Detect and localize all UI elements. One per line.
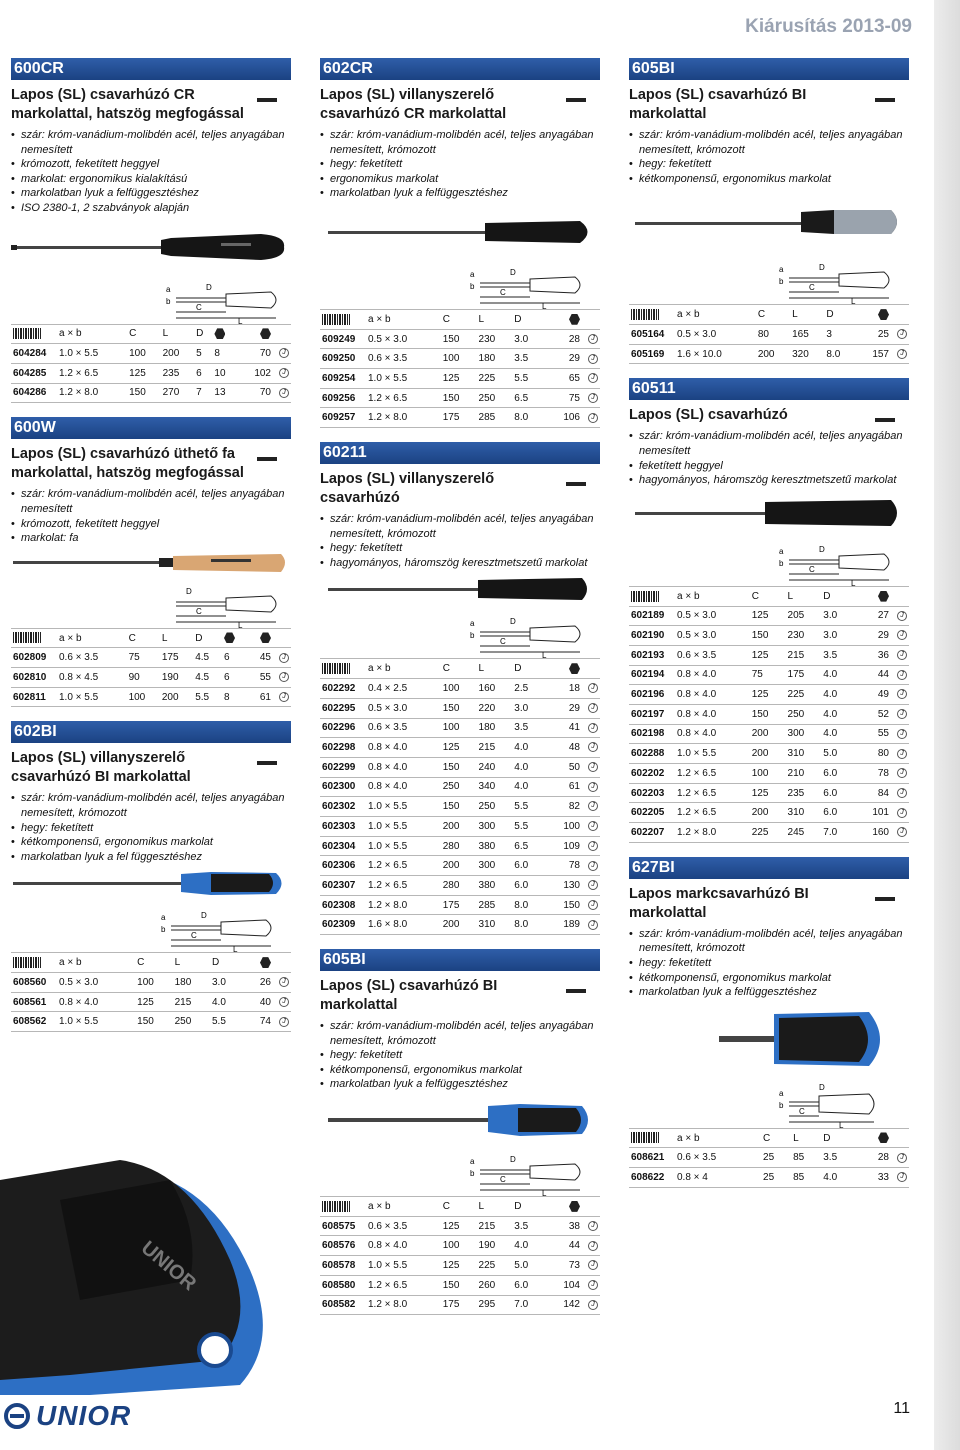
svg-text:L: L	[851, 297, 856, 305]
svg-text:D: D	[819, 1082, 825, 1092]
svg-text:L: L	[542, 651, 547, 659]
info-icon: J	[897, 670, 907, 680]
info-icon: J	[897, 827, 907, 837]
feature-list	[629, 429, 909, 487]
info-icon: J	[588, 683, 598, 693]
product-title: Lapos (SL) villanyszerelő csavarhúzó BI markolattal	[11, 749, 291, 787]
svg-text:L: L	[839, 1120, 844, 1128]
svg-text:L: L	[233, 945, 238, 953]
table-row: 602190 0.5 × 3.0 150 230 3.0 29 J	[629, 626, 909, 646]
feature-item: • krómozott, feketített heggyel	[11, 517, 291, 532]
svg-text:a: a	[470, 1157, 475, 1167]
table-row: 602296 0.6 × 3.5 100 180 3.5 41 J	[320, 718, 600, 738]
info-icon: J	[588, 742, 598, 752]
feature-item: • szár: króm-vanádium-molibdén acél, teljes anyagában nemesített	[11, 128, 291, 157]
svg-text:b: b	[470, 631, 475, 641]
spec-table	[11, 324, 291, 404]
product-title: Lapos (SL) csavarhúzó BI markolattal	[629, 86, 909, 124]
svg-text:a: a	[470, 619, 475, 629]
svg-text:C: C	[799, 1106, 805, 1116]
info-icon: J	[588, 801, 598, 811]
svg-text:L: L	[238, 620, 243, 628]
weight-icon	[260, 328, 271, 339]
table-row: 608560 0.5 × 3.0 100 180 3.0 26 J	[11, 973, 291, 993]
spec-table	[629, 1128, 909, 1188]
barcode-icon	[322, 314, 350, 325]
feature-item: • hegy: feketített	[320, 157, 600, 172]
info-icon: J	[588, 354, 598, 364]
svg-text:a: a	[161, 913, 166, 923]
feature-item: • markolatban lyuk a felfüggesztéshez	[11, 186, 291, 201]
info-icon: J	[897, 768, 907, 778]
dimension-diagram	[629, 538, 909, 586]
info-icon: J	[897, 709, 907, 719]
table-header: a × b C L D	[11, 324, 291, 344]
svg-text:C: C	[196, 606, 202, 616]
svg-text:b: b	[779, 1100, 784, 1110]
svg-text:D: D	[510, 267, 516, 277]
svg-text:C: C	[191, 931, 197, 941]
feature-list	[11, 128, 291, 216]
feature-item: • krómozott, feketített heggyel	[11, 157, 291, 172]
product-title: Lapos (SL) csavarhúzó üthető fa markolattal, hatszög megfogással	[11, 445, 291, 483]
feature-item: • szár: króm-vanádium-molibdén acél, teljes anyagában nemesített, krómozott	[320, 1019, 600, 1048]
feature-item: • markolatban lyuk a felfüggesztéshez	[629, 985, 909, 1000]
svg-text:C: C	[809, 564, 815, 574]
info-icon: J	[279, 653, 289, 663]
info-icon: J	[588, 373, 598, 383]
feature-list	[320, 128, 600, 201]
weight-icon	[260, 632, 271, 643]
info-icon: J	[897, 349, 907, 359]
info-icon: J	[588, 334, 598, 344]
feature-item: • hegy: feketített	[320, 1048, 600, 1063]
spec-table	[320, 658, 600, 935]
feature-list	[320, 1019, 600, 1092]
dimension-diagram	[11, 580, 291, 628]
screwdriver-image	[11, 546, 291, 580]
feature-item: • hegy: feketített	[629, 157, 909, 172]
svg-text:L: L	[851, 578, 856, 586]
svg-text:b: b	[161, 925, 166, 935]
feature-item: • hegy: feketített	[629, 956, 909, 971]
svg-text:a: a	[470, 269, 475, 279]
table-row: 608621 0.6 × 3.5 25 85 3.5 28 J	[629, 1148, 909, 1168]
spec-table	[11, 952, 291, 1032]
section-code: 627BI	[629, 857, 909, 879]
barcode-icon	[322, 1201, 350, 1212]
info-icon: J	[279, 977, 289, 987]
info-icon: J	[897, 329, 907, 339]
svg-text:b: b	[470, 281, 475, 291]
feature-list	[629, 927, 909, 1000]
svg-text:D: D	[510, 1155, 516, 1165]
svg-text:L: L	[542, 301, 547, 309]
screwdriver-image	[11, 864, 291, 904]
table-row: 602207 1.2 × 8.0 225 245 7.0 160 J	[629, 823, 909, 843]
spec-table	[320, 1196, 600, 1315]
screwdriver-image	[320, 201, 600, 261]
table-row: 604284 1.0 × 5.5 100 200 5 8 70 J	[11, 344, 291, 364]
svg-text:L: L	[542, 1189, 547, 1197]
svg-text:b: b	[166, 296, 171, 306]
column-left	[11, 58, 291, 1046]
table-row: 602300 0.8 × 4.0 250 340 4.0 61 J	[320, 777, 600, 797]
table-header: a × b C L D	[629, 586, 909, 606]
screwdriver-image	[320, 1092, 600, 1148]
table-row: 608582 1.2 × 8.0 175 295 7.0 142 J	[320, 1295, 600, 1315]
info-icon: J	[588, 1241, 598, 1251]
svg-text:C: C	[500, 1175, 506, 1185]
info-icon: J	[588, 1260, 598, 1270]
table-header: a × b C L D	[320, 1197, 600, 1217]
table-row: 602203 1.2 × 6.5 125 235 6.0 84 J	[629, 783, 909, 803]
feature-item: • kétkomponensű, ergonomikus markolat	[629, 971, 909, 986]
barcode-icon	[13, 957, 41, 968]
table-row: 605164 0.5 × 3.0 80 165 3 25 J	[629, 325, 909, 345]
feature-item: • markolatban lyuk a fel függesztéshez	[11, 850, 291, 865]
spec-table	[629, 304, 909, 364]
table-row: 602307 1.2 × 6.5 280 380 6.0 130 J	[320, 876, 600, 896]
section-code: 600CR	[11, 58, 291, 80]
spec-table	[11, 628, 291, 708]
screwdriver-image	[629, 186, 909, 256]
feature-item: • hegy: feketített	[320, 541, 600, 556]
feature-item: • ISO 2380-1, 2 szabványok alapján	[11, 201, 291, 216]
table-row: 609257 1.2 × 8.0 175 285 8.0 106 J	[320, 408, 600, 428]
info-icon: J	[588, 1221, 598, 1231]
section-60211	[320, 442, 600, 935]
weight-icon	[569, 1201, 580, 1212]
svg-text:b: b	[470, 1169, 475, 1179]
weight-icon	[878, 591, 889, 602]
svg-text:D: D	[510, 617, 516, 627]
info-icon: J	[588, 1280, 598, 1290]
section-code: 605BI	[320, 949, 600, 971]
table-header: a × b C L D	[629, 305, 909, 325]
feature-item: • hegy: feketített	[11, 821, 291, 836]
info-icon: J	[588, 782, 598, 792]
dimension-diagram	[11, 276, 291, 324]
info-icon: J	[588, 841, 598, 851]
barcode-icon	[631, 591, 659, 602]
svg-text:b: b	[779, 277, 784, 287]
info-icon: J	[588, 393, 598, 403]
table-row: 605169 1.6 × 10.0 200 320 8.0 157 J	[629, 344, 909, 364]
info-icon: J	[588, 861, 598, 871]
feature-item: • szár: króm-vanádium-molibdén acél, teljes anyagában nemesített, krómozott	[629, 128, 909, 157]
info-icon: J	[279, 997, 289, 1007]
table-row: 602809 0.6 × 3.5 75 175 4.5 6 45 J	[11, 648, 291, 668]
feature-list	[11, 487, 291, 545]
table-row: 609250 0.6 × 3.5 100 180 3.5 29 J	[320, 349, 600, 369]
section-602CR	[320, 58, 600, 428]
feature-item: • markolatban lyuk a felfüggesztéshez	[320, 1077, 600, 1092]
table-row: 602194 0.8 × 4.0 75 175 4.0 44 J	[629, 665, 909, 685]
info-icon: J	[897, 749, 907, 759]
info-icon: J	[897, 630, 907, 640]
section-60511	[629, 378, 909, 842]
info-icon: J	[897, 1172, 907, 1182]
svg-text:a: a	[779, 1088, 784, 1098]
weight-icon	[569, 663, 580, 674]
barcode-icon	[631, 1132, 659, 1143]
product-title: Lapos (SL) csavarhúzó CR markolattal, hatszög megfogással	[11, 86, 291, 124]
feature-item: • kétkomponensű, ergonomikus markolat	[11, 835, 291, 850]
feature-item: • hagyományos, háromszög keresztmetszetű markolat	[629, 473, 909, 488]
section-code: 60211	[320, 442, 600, 464]
section-code: 602BI	[11, 721, 291, 743]
dimension-diagram	[11, 904, 291, 952]
section-code: 600W	[11, 417, 291, 439]
info-icon: J	[897, 808, 907, 818]
dimension-diagram	[320, 610, 600, 658]
table-row: 602193 0.6 × 3.5 125 215 3.5 36 J	[629, 645, 909, 665]
screwdriver-image	[320, 570, 600, 610]
section-602BI	[11, 721, 291, 1032]
svg-text:C: C	[500, 287, 506, 297]
info-icon: J	[279, 368, 289, 378]
table-row: 602303 1.0 × 5.5 200 300 5.5 100 J	[320, 816, 600, 836]
feature-item: • markolat: ergonomikus kialakítású	[11, 172, 291, 187]
feature-list	[320, 512, 600, 570]
product-title: Lapos (SL) villanyszerelő csavarhúzó CR markolattal	[320, 86, 600, 124]
table-row: 602198 0.8 × 4.0 200 300 4.0 55 J	[629, 724, 909, 744]
product-title: Lapos (SL) csavarhúzó BI markolattal	[320, 977, 600, 1015]
info-icon: J	[897, 689, 907, 699]
page-edge	[934, 0, 960, 1450]
svg-text:a: a	[779, 265, 784, 275]
table-row: 602197 0.8 × 4.0 150 250 4.0 52 J	[629, 704, 909, 724]
feature-item: • szár: króm-vanádium-molibdén acél, teljes anyagában nemesített, krómozott	[11, 791, 291, 820]
table-row: 609254 1.0 × 5.5 125 225 5.5 65 J	[320, 369, 600, 389]
table-row: 602299 0.8 × 4.0 150 240 4.0 50 J	[320, 757, 600, 777]
table-row: 602196 0.8 × 4.0 125 225 4.0 49 J	[629, 685, 909, 705]
column-right	[629, 58, 909, 1202]
hex-icon	[224, 632, 235, 643]
svg-text:UNIOR: UNIOR	[136, 1236, 201, 1296]
spec-table	[320, 309, 600, 428]
table-row: 602288 1.0 × 5.5 200 310 5.0 80 J	[629, 744, 909, 764]
table-header: a × b C L D	[320, 659, 600, 679]
table-row: 602811 1.0 × 5.5 100 200 5.5 8 61 J	[11, 687, 291, 707]
page-number: 11	[893, 1400, 910, 1417]
section-600W	[11, 417, 291, 707]
info-icon: J	[279, 692, 289, 702]
svg-text:a: a	[166, 284, 171, 294]
column-middle	[320, 58, 600, 1329]
table-row: 602295 0.5 × 3.0 150 220 3.0 29 J	[320, 698, 600, 718]
feature-item: • feketített heggyel	[629, 459, 909, 474]
table-header: a × b C L D	[11, 628, 291, 648]
table-row: 608578 1.0 × 5.5 125 225 5.0 73 J	[320, 1256, 600, 1276]
info-icon: J	[588, 703, 598, 713]
info-icon: J	[897, 788, 907, 798]
feature-item: • szár: króm-vanádium-molibdén acél, teljes anyagában nemesített	[629, 429, 909, 458]
info-icon: J	[279, 672, 289, 682]
dimension-diagram	[320, 1148, 600, 1196]
section-627BI	[629, 857, 909, 1188]
svg-text:C: C	[809, 283, 815, 293]
screwdriver-image	[629, 488, 909, 538]
brand-logo: UNIOR	[4, 1400, 131, 1432]
product-title: Lapos (SL) villanyszerelő csavarhúzó	[320, 470, 600, 508]
table-row: 602205 1.2 × 6.5 200 310 6.0 101 J	[629, 803, 909, 823]
dimension-diagram	[629, 1080, 909, 1128]
handle-closeup-image	[0, 1160, 300, 1395]
info-icon: J	[588, 723, 598, 733]
table-row: 608580 1.2 × 6.5 150 260 6.0 104 J	[320, 1275, 600, 1295]
table-row: 608562 1.0 × 5.5 150 250 5.5 74 J	[11, 1012, 291, 1032]
table-row: 602202 1.2 × 6.5 100 210 6.0 78 J	[629, 764, 909, 784]
table-row: 602309 1.6 × 8.0 200 310 8.0 189 J	[320, 915, 600, 935]
table-row: 602306 1.2 × 6.5 200 300 6.0 78 J	[320, 856, 600, 876]
info-icon: J	[279, 1017, 289, 1027]
feature-item: • ergonomikus markolat	[320, 172, 600, 187]
svg-text:D: D	[186, 586, 192, 596]
section-600CR	[11, 58, 291, 403]
svg-text:L: L	[238, 316, 243, 324]
info-icon: J	[897, 729, 907, 739]
table-row: 609249 0.5 × 3.0 150 230 3.0 28 J	[320, 329, 600, 349]
table-row: 608622 0.8 × 4 25 85 4.0 33 J	[629, 1168, 909, 1188]
info-icon: J	[279, 388, 289, 398]
weight-icon	[260, 957, 271, 968]
screwdriver-image	[11, 216, 291, 276]
section-code: 605BI	[629, 58, 909, 80]
table-row: 604286 1.2 × 8.0 150 270 7 13 70 J	[11, 383, 291, 403]
table-row: 609256 1.2 × 6.5 150 250 6.5 75 J	[320, 388, 600, 408]
svg-text:D: D	[819, 263, 825, 273]
unior-logo-icon	[4, 1403, 30, 1429]
info-icon: J	[588, 880, 598, 890]
section-code: 60511	[629, 378, 909, 400]
weight-icon	[569, 314, 580, 325]
info-icon: J	[588, 1300, 598, 1310]
product-title: Lapos (SL) csavarhúzó	[629, 406, 909, 425]
weight-icon	[878, 1132, 889, 1143]
table-row: 602302 1.0 × 5.5 150 250 5.5 82 J	[320, 797, 600, 817]
svg-text:C: C	[196, 302, 202, 312]
table-row: 602308 1.2 × 8.0 175 285 8.0 150 J	[320, 895, 600, 915]
feature-item: • markolatban lyuk a felfüggesztéshez	[320, 186, 600, 201]
table-row: 602304 1.0 × 5.5 280 380 6.5 109 J	[320, 836, 600, 856]
feature-item: • hagyományos, háromszög keresztmetszetű markolat	[320, 556, 600, 571]
svg-text:D: D	[819, 544, 825, 554]
info-icon: J	[897, 611, 907, 621]
table-row: 602292 0.4 × 2.5 100 160 2.5 18 J	[320, 679, 600, 699]
svg-text:a: a	[779, 546, 784, 556]
info-icon: J	[588, 762, 598, 772]
table-row: 608576 0.8 × 4.0 100 190 4.0 44 J	[320, 1236, 600, 1256]
dimension-diagram	[320, 261, 600, 309]
barcode-icon	[322, 663, 350, 674]
table-row: 602298 0.8 × 4.0 125 215 4.0 48 J	[320, 738, 600, 758]
table-row: 604285 1.2 × 6.5 125 235 6 10 102 J	[11, 363, 291, 383]
screwdriver-image	[629, 1000, 909, 1080]
info-icon: J	[588, 920, 598, 930]
table-row: 602189 0.5 × 3.0 125 205 3.0 27 J	[629, 606, 909, 626]
feature-item: • szár: króm-vanádium-molibdén acél, teljes anyagában nemesített, krómozott	[320, 128, 600, 157]
feature-item: • kétkomponensű, ergonomikus markolat	[629, 172, 909, 187]
feature-list	[11, 791, 291, 864]
feature-item: • markolat: fa	[11, 531, 291, 546]
info-icon: J	[588, 821, 598, 831]
barcode-icon	[631, 309, 659, 320]
product-title: Lapos markcsavarhúzó BI markolattal	[629, 885, 909, 923]
table-row: 602810 0.8 × 4.5 90 190 4.5 6 55 J	[11, 668, 291, 688]
weight-icon	[878, 309, 889, 320]
table-header: a × b C L D	[629, 1128, 909, 1148]
spec-table	[629, 586, 909, 843]
feature-item: • szár: króm-vanádium-molibdén acél, teljes anyagában nemesített	[11, 487, 291, 516]
info-icon: J	[588, 900, 598, 910]
hex-icon	[214, 328, 225, 339]
info-icon: J	[897, 650, 907, 660]
feature-list	[629, 128, 909, 186]
section-605BI	[629, 58, 909, 364]
svg-text:C: C	[500, 637, 506, 647]
info-icon: J	[279, 348, 289, 358]
section-605BI-lower	[320, 949, 600, 1315]
feature-item: • szár: króm-vanádium-molibdén acél, teljes anyagában nemesített, krómozott	[320, 512, 600, 541]
info-icon: J	[897, 1153, 907, 1163]
svg-text:b: b	[779, 558, 784, 568]
svg-text:D: D	[206, 282, 212, 292]
table-row: 608575 0.6 × 3.5 125 215 3.5 38 J	[320, 1216, 600, 1236]
section-code: 602CR	[320, 58, 600, 80]
feature-item: • szár: króm-vanádium-molibdén acél, teljes anyagában nemesített, krómozott	[629, 927, 909, 956]
table-row: 608561 0.8 × 4.0 125 215 4.0 40 J	[11, 992, 291, 1012]
barcode-icon	[13, 328, 41, 339]
barcode-icon	[13, 632, 41, 643]
info-icon: J	[588, 413, 598, 423]
table-header: a × b C L D	[11, 953, 291, 973]
dimension-diagram	[629, 256, 909, 304]
page-header: Kiárusítás 2013-09	[745, 16, 912, 37]
table-header: a × b C L D	[320, 309, 600, 329]
svg-text:D: D	[201, 911, 207, 921]
feature-item: • kétkomponensű, ergonomikus markolat	[320, 1063, 600, 1078]
